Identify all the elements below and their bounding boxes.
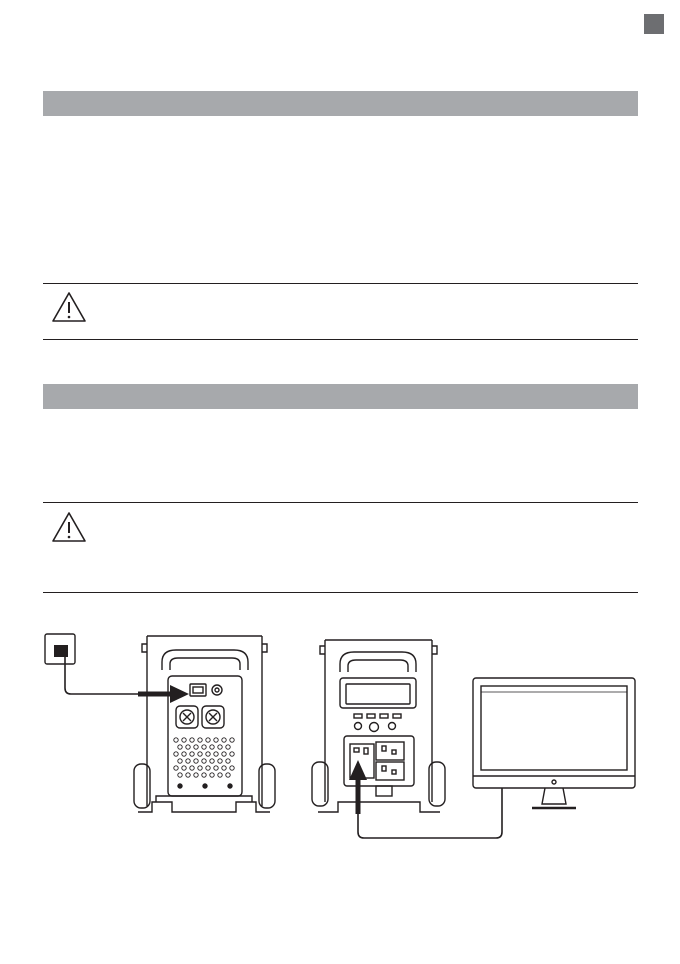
note-top-rule-1 (43, 283, 638, 284)
note-bottom-rule-1 (43, 339, 638, 340)
wall-socket-icon (45, 634, 138, 694)
section-heading-bar-1 (43, 91, 638, 116)
note-bottom-rule-2 (43, 592, 638, 593)
warning-triangle-icon (50, 510, 88, 544)
section-heading-bar-2 (43, 384, 638, 409)
note-top-rule-2 (43, 502, 638, 503)
warning-triangle-icon (50, 290, 88, 324)
connection-illustration (40, 626, 640, 841)
arrow-up-icon (349, 760, 367, 814)
page-corner-tab (644, 14, 664, 34)
arrow-right-icon (138, 685, 189, 703)
power-station-rear-view (134, 636, 275, 812)
power-station-front-view (312, 640, 445, 812)
monitor-icon (473, 678, 635, 808)
